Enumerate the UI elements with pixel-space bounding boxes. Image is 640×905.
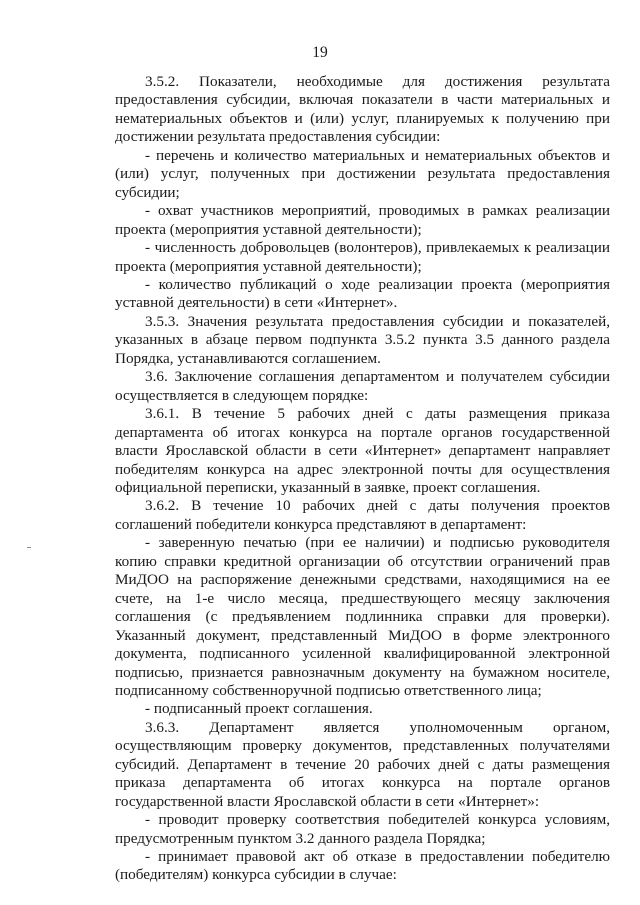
paragraph-3-6: 3.6. Заключение соглашения департаментом и получателем субсидии осуществляется в следующем порядке: xyxy=(115,368,610,404)
paragraph-3-5-3: 3.5.3. Значения результата предоставления субсидии и показателей, указанных в абзаце первом подпункта 3.5.2 пункта 3.5 данного раздела Порядка, устанавливаются соглашением. xyxy=(115,312,610,367)
paragraph-3-5-2: 3.5.2. Показатели, необходимые для достижения результата предоставления субсидии, включая показатели в части материальных и нематериальных объектов и (или) услуг, планируемых к получению при достижении результата предоставления субсидии: xyxy=(115,73,610,146)
list-item-refusal-act: - принимает правовой акт об отказе в предоставлении победителю (победителям) конкурса субсидии в случае: xyxy=(115,848,610,884)
list-item-signed-agreement: - подписанный проект соглашения. xyxy=(145,700,373,718)
list-item-publications: - количество публикаций о ходе реализации проекта (мероприятия уставной деятельности) в сети «Интернет». xyxy=(115,275,610,312)
paragraph-3-6-2: 3.6.2. В течение 10 рабочих дней с даты получения проектов соглашений победители конкурса представляют в департамент: xyxy=(115,497,610,533)
list-item-objects: - перечень и количество материальных и нематериальных объектов и (или) услуг, полученных при достижении результата предоставления субсидии; xyxy=(115,146,610,201)
list-item-bank-certificate: - заверенную печатью (при ее наличии) и подписью руководителя копию справки кредитной организации об отсутствии ограничений прав МиДОО на распоряжение денежными средствами, находящимися на ее счете, на 1-е число месяца, предшествующего месяцу заключения соглашения (с предъявлением подлинника справки для проверки). Указанный документ, представленный МиДОО в форме электронного документа, подписанного усиленной квалифицированной электронной подписью, признается равнозначным документу на бумажном носителе, подписанному собственноручной подписью ответственного лица; xyxy=(115,534,610,699)
document-body xyxy=(115,73,610,885)
paragraph-3-6-1: 3.6.1. В течение 5 рабочих дней с даты размещения приказа департамента об итогах конкурса на портале органов государственной власти Ярославской области в сети «Интернет» департамент направляет победителям конкурса на адрес электронной почты для осуществления официальной переписки, указанный в заявке, проект соглашения. xyxy=(115,405,610,496)
list-item-participants: - охват участников мероприятий, проводимых в рамках реализации проекта (мероприятия уставной деятельности); xyxy=(115,202,610,238)
paragraph-3-6-3: 3.6.3. Департамент является уполномоченным органом, осуществляющим проверку документов, представленных получателями субсидий. Департамент в течение 20 рабочих дней с даты размещения приказа департамента об итогах конкурса на портале органов государственной власти Ярославской области в сети «Интернет»: xyxy=(115,718,610,810)
page-number: 19 xyxy=(312,44,328,61)
list-item-volunteers: - численность добровольцев (волонтеров), привлекаемых к реализации проекта (мероприятия уставной деятельности); xyxy=(115,239,610,275)
list-item-compliance-check: - проводит проверку соответствия победителей конкурса условиям, предусмотренным пунктом 3.2 данного раздела Порядка; xyxy=(115,811,610,847)
margin-mark xyxy=(27,547,31,548)
